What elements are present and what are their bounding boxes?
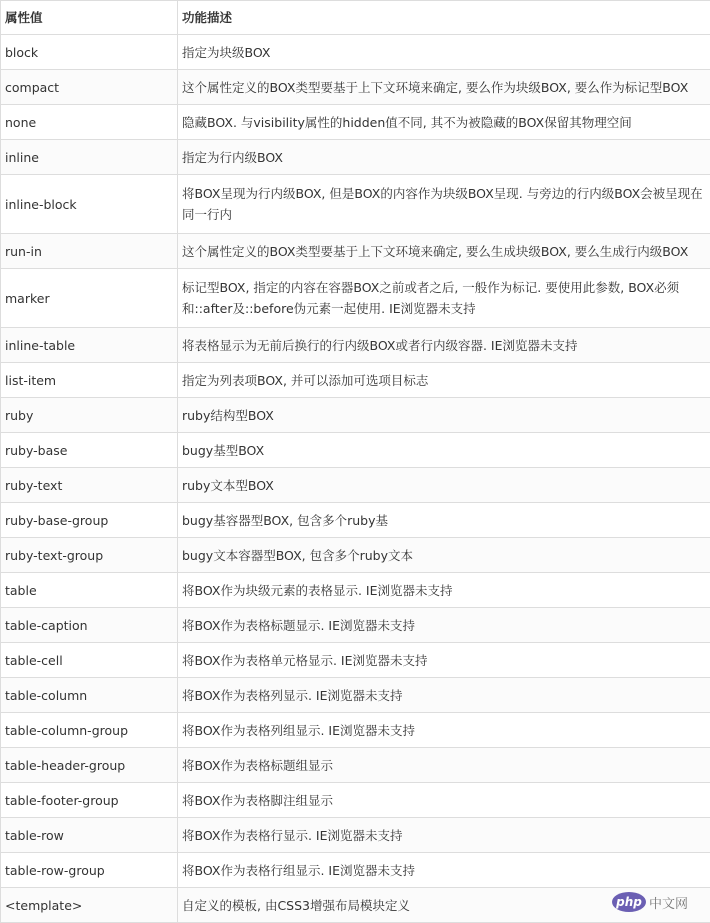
table-row bbox=[1, 140, 710, 175]
property-value-cell: marker bbox=[1, 269, 178, 328]
property-value-cell: table-row bbox=[1, 818, 178, 853]
table-row bbox=[1, 608, 710, 643]
property-value-cell: ruby-base-group bbox=[1, 503, 178, 538]
table-row bbox=[1, 433, 710, 468]
table-row bbox=[1, 35, 710, 70]
description-cell: 指定为行内级BOX bbox=[178, 140, 710, 175]
table-row bbox=[1, 853, 710, 888]
description-cell: 将BOX作为表格列显示. IE浏览器未支持 bbox=[178, 678, 710, 713]
table-row bbox=[1, 538, 710, 573]
column-header-description: 功能描述 bbox=[178, 1, 710, 35]
watermark-text: 中文网 bbox=[649, 893, 688, 912]
description-cell: 隐藏BOX. 与visibility属性的hidden值不同, 其不为被隐藏的BOX保留其物理空间 bbox=[178, 105, 710, 140]
property-value-cell: inline-block bbox=[1, 175, 178, 234]
description-cell: 将表格显示为无前后换行的行内级BOX或者行内级容器. IE浏览器未支持 bbox=[178, 328, 710, 363]
property-value-cell: table-column-group bbox=[1, 713, 178, 748]
table-row bbox=[1, 398, 710, 433]
description-cell: 自定义的模板, 由CSS3增强布局模块定义 bbox=[178, 888, 710, 923]
php-logo-icon: php bbox=[612, 892, 646, 912]
table-row bbox=[1, 234, 710, 269]
table-row bbox=[1, 503, 710, 538]
description-cell: 将BOX作为表格标题显示. IE浏览器未支持 bbox=[178, 608, 710, 643]
property-value-cell: <template> bbox=[1, 888, 178, 923]
table-row bbox=[1, 175, 710, 234]
property-value-cell: table-column bbox=[1, 678, 178, 713]
property-value-cell: block bbox=[1, 35, 178, 70]
description-cell: ruby结构型BOX bbox=[178, 398, 710, 433]
table-row bbox=[1, 783, 710, 818]
table-row bbox=[1, 678, 710, 713]
table-row bbox=[1, 328, 710, 363]
property-value-cell: table-caption bbox=[1, 608, 178, 643]
property-value-cell: inline bbox=[1, 140, 178, 175]
description-cell: 标记型BOX, 指定的内容在容器BOX之前或者之后, 一般作为标记. 要使用此参数, BOX必须和::after及::before伪元素一起使用. IE浏览器未支持 bbox=[178, 269, 710, 328]
table-row bbox=[1, 70, 710, 105]
table-row bbox=[1, 269, 710, 328]
property-value-cell: run-in bbox=[1, 234, 178, 269]
description-cell: 这个属性定义的BOX类型要基于上下文环境来确定, 要么生成块级BOX, 要么生成行内级BOX bbox=[178, 234, 710, 269]
property-value-cell: table-cell bbox=[1, 643, 178, 678]
table-row bbox=[1, 105, 710, 140]
property-value-cell: table bbox=[1, 573, 178, 608]
php-cn-watermark bbox=[612, 889, 702, 915]
description-cell: bugy文本容器型BOX, 包含多个ruby文本 bbox=[178, 538, 710, 573]
description-cell: 指定为列表项BOX, 并可以添加可选项目标志 bbox=[178, 363, 710, 398]
description-cell: 将BOX作为表格脚注组显示 bbox=[178, 783, 710, 818]
description-cell: 将BOX作为块级元素的表格显示. IE浏览器未支持 bbox=[178, 573, 710, 608]
property-value-cell: none bbox=[1, 105, 178, 140]
table-row bbox=[1, 363, 710, 398]
description-cell: 将BOX作为表格单元格显示. IE浏览器未支持 bbox=[178, 643, 710, 678]
description-cell: bugy基型BOX bbox=[178, 433, 710, 468]
description-cell: 这个属性定义的BOX类型要基于上下文环境来确定, 要么作为块级BOX, 要么作为标记型BOX bbox=[178, 70, 710, 105]
property-value-cell: list-item bbox=[1, 363, 178, 398]
property-value-cell: table-header-group bbox=[1, 748, 178, 783]
description-cell: ruby文本型BOX bbox=[178, 468, 710, 503]
property-value-cell: inline-table bbox=[1, 328, 178, 363]
property-value-cell: table-footer-group bbox=[1, 783, 178, 818]
property-value-cell: table-row-group bbox=[1, 853, 178, 888]
table-row bbox=[1, 818, 710, 853]
column-header-value: 属性值 bbox=[1, 1, 178, 35]
table-row bbox=[1, 888, 710, 923]
property-value-cell: ruby-text bbox=[1, 468, 178, 503]
description-cell: 将BOX作为表格行显示. IE浏览器未支持 bbox=[178, 818, 710, 853]
property-value-cell: compact bbox=[1, 70, 178, 105]
table-header-row bbox=[1, 1, 710, 35]
table-row bbox=[1, 468, 710, 503]
table-row bbox=[1, 748, 710, 783]
description-cell: bugy基容器型BOX, 包含多个ruby基 bbox=[178, 503, 710, 538]
property-value-cell: ruby bbox=[1, 398, 178, 433]
description-cell: 将BOX作为表格列组显示. IE浏览器未支持 bbox=[178, 713, 710, 748]
table-row bbox=[1, 643, 710, 678]
table-row bbox=[1, 573, 710, 608]
description-cell: 将BOX呈现为行内级BOX, 但是BOX的内容作为块级BOX呈现. 与旁边的行内级BOX会被呈现在同一行内 bbox=[178, 175, 710, 234]
property-value-cell: ruby-text-group bbox=[1, 538, 178, 573]
description-cell: 将BOX作为表格标题组显示 bbox=[178, 748, 710, 783]
property-value-cell: ruby-base bbox=[1, 433, 178, 468]
description-cell: 指定为块级BOX bbox=[178, 35, 710, 70]
table-row bbox=[1, 713, 710, 748]
description-cell: 将BOX作为表格行组显示. IE浏览器未支持 bbox=[178, 853, 710, 888]
